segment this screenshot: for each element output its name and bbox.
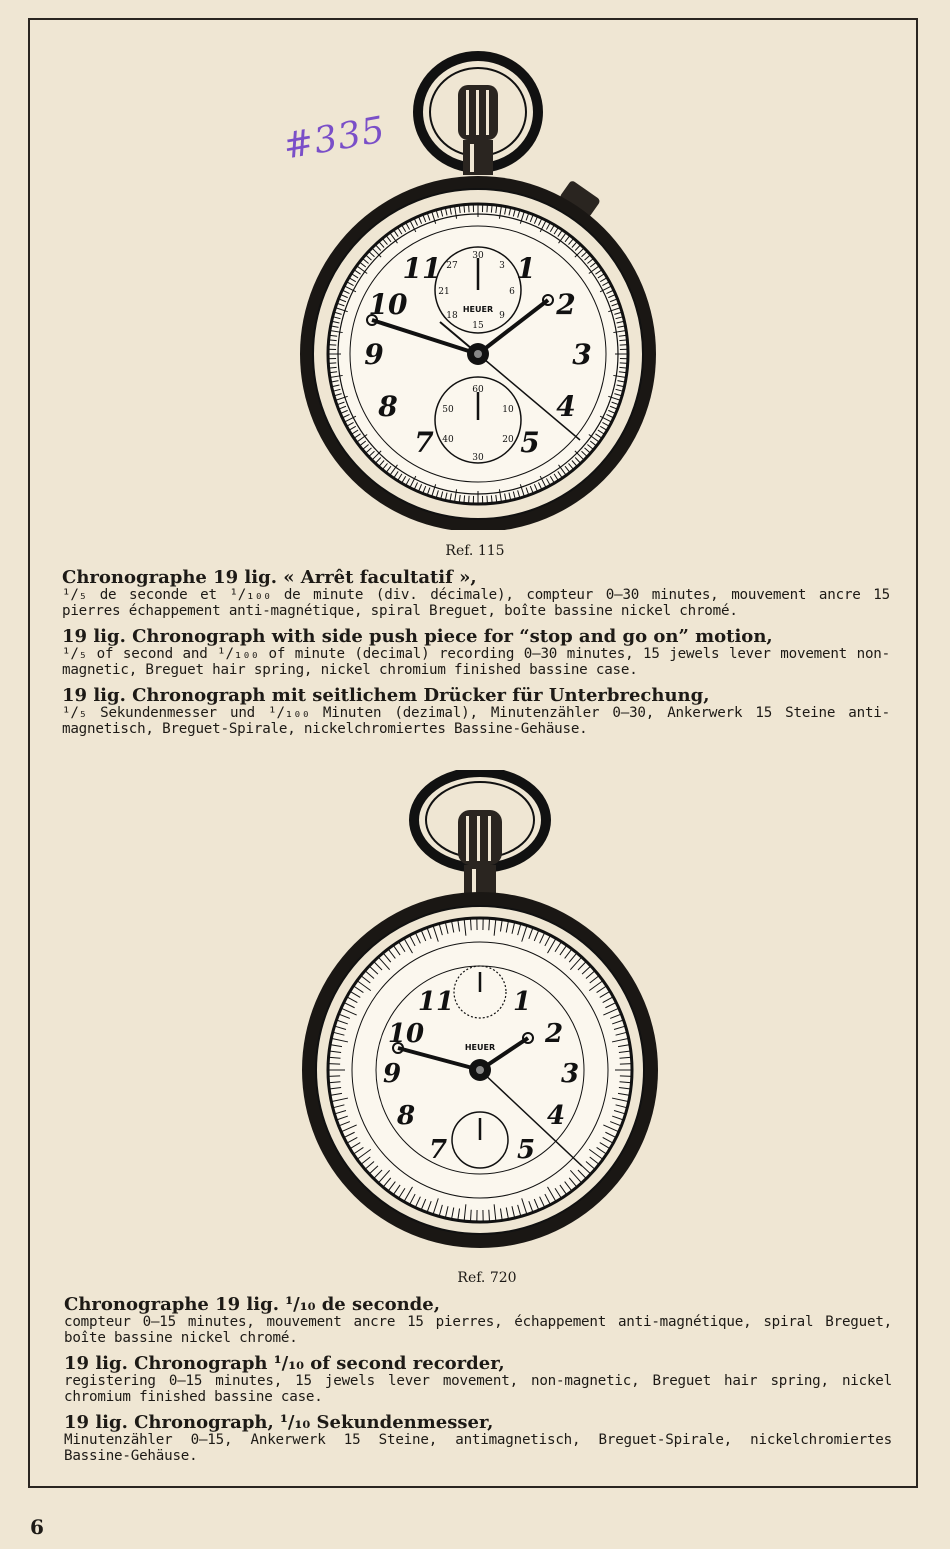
svg-text:30: 30	[472, 453, 484, 463]
description-title-en: 19 lig. Chronograph ¹/₁₀ of second recorder,	[64, 1353, 505, 1374]
hour-numeral-9: 9	[364, 338, 384, 371]
ref-label-720: Ref. 720	[457, 1270, 517, 1286]
hour-numeral-1: 1	[516, 252, 536, 285]
hour-numeral-2: 2	[544, 1019, 564, 1049]
description-text-fr: compteur 0—15 minutes, mouvement ancre 15 pierres, échappement anti-magnétique, spiral Breguet, boîte bassine nickel chromé.	[64, 1314, 892, 1346]
dial-tick	[328, 1064, 340, 1065]
svg-text:10: 10	[502, 405, 514, 415]
description-block-ref-115	[62, 568, 890, 745]
dial-tick	[620, 345, 628, 346]
svg-text:18: 18	[446, 311, 458, 321]
hour-numeral-7: 7	[428, 1135, 448, 1165]
description-title-en: 19 lig. Chronograph with side push piece for “stop and go on” motion,	[62, 626, 773, 647]
svg-text:27: 27	[446, 261, 458, 271]
hour-numeral-10: 10	[387, 1019, 425, 1049]
dial-tick	[469, 496, 470, 504]
svg-text:60: 60	[472, 385, 484, 395]
page-number: 6	[30, 1515, 44, 1539]
dial-tick	[328, 345, 336, 346]
hour-numeral-11: 11	[417, 987, 455, 1017]
hour-numeral-1: 1	[512, 987, 532, 1017]
ref-label-115: Ref. 115	[445, 543, 505, 559]
hour-numeral-10: 10	[368, 288, 408, 321]
watch-illustration-ref-115	[290, 40, 670, 530]
dial-tick	[469, 204, 470, 212]
dial-tick	[620, 1076, 632, 1077]
description-title-fr: Chronographe 19 lig. ¹/₁₀ de seconde,	[64, 1294, 440, 1315]
svg-text:9: 9	[499, 311, 505, 321]
svg-text:21: 21	[438, 287, 450, 297]
hour-numeral-8: 8	[396, 1101, 416, 1131]
svg-text:20: 20	[502, 435, 514, 445]
svg-text:30: 30	[472, 251, 484, 261]
watch-illustration-ref-720	[300, 770, 670, 1260]
description-text-en: registering 0—15 minutes, 15 jewels lever movement, non-magnetic, Breguet hair spring, nickel chromium finished bassine case.	[64, 1373, 892, 1405]
hour-numeral-5: 5	[520, 426, 540, 459]
hour-numeral-8: 8	[378, 390, 398, 423]
description-block-ref-720	[64, 1295, 892, 1472]
description-text-de: ¹/₅ Sekundenmesser und ¹/₁₀₀ Minuten (dezimal), Minutenzähler 0—30, Ankerwerk 15 Steine anti-magnetisch, Breguet-Spirale, nickelchromiertes Bassine-Gehäuse.	[62, 705, 890, 737]
hour-numeral-5: 5	[516, 1135, 536, 1165]
dial-tick	[620, 1064, 632, 1065]
svg-text:6: 6	[509, 287, 515, 297]
dial-tick	[487, 204, 488, 212]
dial-tick	[328, 1076, 340, 1077]
brand-logo: HEUER	[462, 305, 494, 314]
hour-numeral-11: 11	[402, 252, 442, 285]
dial-tick	[328, 363, 336, 364]
dial-tick	[620, 363, 628, 364]
svg-text:15: 15	[472, 321, 484, 331]
description-title-fr: Chronographe 19 lig. « Arrêt facultatif »,	[62, 567, 477, 588]
hour-numeral-7: 7	[414, 426, 434, 459]
description-title-de: 19 lig. Chronograph, ¹/₁₀ Sekundenmesser,	[64, 1412, 494, 1433]
svg-text:50: 50	[442, 405, 454, 415]
svg-text:40: 40	[442, 435, 454, 445]
hour-numeral-4: 4	[556, 390, 576, 423]
dial-tick	[487, 496, 488, 504]
hour-numeral-3: 3	[560, 1059, 580, 1089]
hour-numeral-3: 3	[572, 338, 592, 371]
description-text-fr: ¹/₅ de seconde et ¹/₁₀₀ de minute (div. décimale), compteur 0—30 minutes, mouvement ancre 15 pierres échappement anti-magnétique, spiral Breguet, boîte bassine nickel chromé.	[62, 587, 890, 619]
hour-numeral-4: 4	[546, 1101, 566, 1131]
description-text-en: ¹/₅ of second and ¹/₁₀₀ of minute (decimal) recording 0—30 minutes, 15 jewels lever movement non-magnetic, Breguet hair spring, nickel chromium finished bassine case.	[62, 646, 890, 678]
brand-logo: HEUER	[464, 1043, 496, 1052]
hour-numeral-9: 9	[382, 1059, 402, 1089]
svg-text:3: 3	[499, 261, 505, 271]
hour-numeral-2: 2	[556, 288, 576, 321]
handwritten-note: #335	[280, 109, 389, 168]
description-text-de: Minutenzähler 0—15, Ankerwerk 15 Steine, antimagnetisch, Breguet-Spirale, nickelchromiertes Bassine-Gehäuse.	[64, 1432, 892, 1464]
description-title-de: 19 lig. Chronograph mit seitlichem Drücker für Unterbrechung,	[62, 685, 710, 706]
